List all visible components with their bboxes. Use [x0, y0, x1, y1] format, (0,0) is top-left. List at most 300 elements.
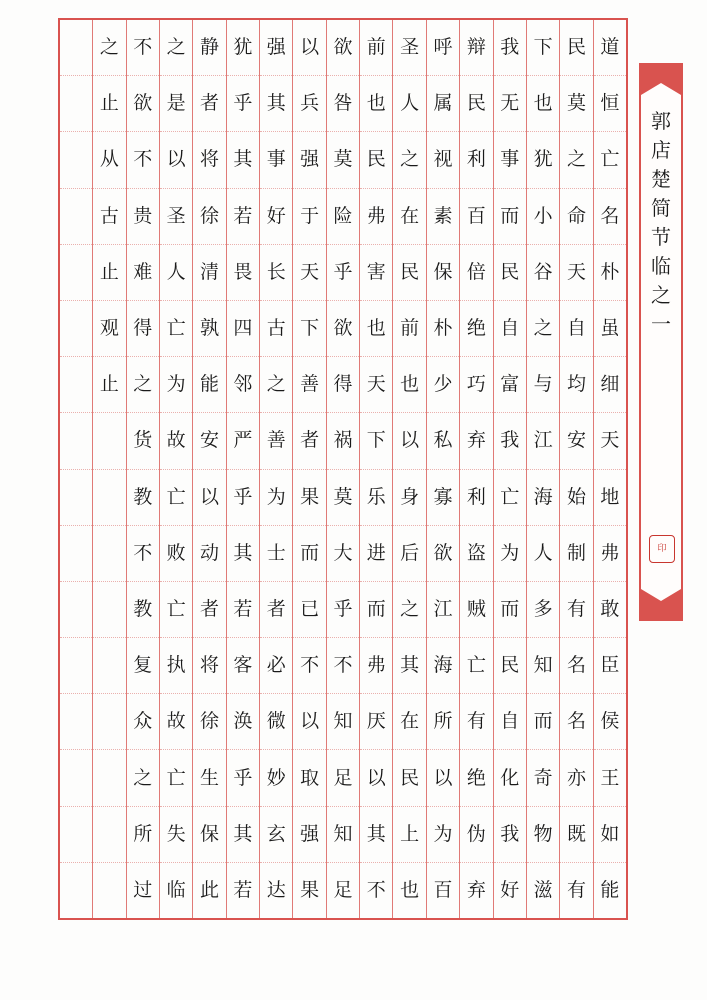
character-cell: 取 [293, 750, 325, 806]
character-cell: 安 [193, 413, 225, 469]
character-cell: 于 [293, 189, 325, 245]
character-cell: 名 [560, 694, 592, 750]
text-column [326, 20, 359, 918]
character-cell: 名 [560, 638, 592, 694]
character-cell: 奇 [527, 750, 559, 806]
title-character: 之 [651, 283, 671, 307]
character-cell: 其 [227, 807, 259, 863]
character-cell: 名 [594, 189, 626, 245]
title-banner-top [641, 65, 681, 95]
character-cell: 人 [393, 76, 425, 132]
title-panel [639, 63, 683, 621]
character-cell: 涣 [227, 694, 259, 750]
text-column [593, 20, 626, 918]
character-cell: 天 [360, 357, 392, 413]
character-cell: 士 [260, 526, 292, 582]
text-column [426, 20, 459, 918]
character-cell: 倍 [460, 245, 492, 301]
text-column [493, 20, 526, 918]
text-column [292, 20, 325, 918]
character-cell: 玄 [260, 807, 292, 863]
text-column [559, 20, 592, 918]
text-column [259, 20, 292, 918]
character-cell: 少 [427, 357, 459, 413]
inscription-cell [60, 694, 92, 750]
character-cell: 贵 [127, 189, 159, 245]
character-cell: 祸 [327, 413, 359, 469]
inscription-cell [60, 470, 92, 526]
character-cell: 为 [160, 357, 192, 413]
character-cell: 天 [560, 245, 592, 301]
inscription-cell [60, 20, 92, 76]
inscription-cell [60, 526, 92, 582]
character-cell: 弗 [594, 526, 626, 582]
character-cell: 寡 [427, 470, 459, 526]
character-cell: 绝 [460, 301, 492, 357]
title-character: 店 [651, 138, 671, 162]
character-cell: 险 [327, 189, 359, 245]
character-cell: 莫 [560, 76, 592, 132]
character-cell: 素 [427, 189, 459, 245]
character-cell: 人 [160, 245, 192, 301]
character-cell: 敢 [594, 582, 626, 638]
character-cell: 咎 [327, 76, 359, 132]
character-cell [93, 413, 125, 469]
character-cell: 而 [494, 582, 526, 638]
character-cell: 徐 [193, 189, 225, 245]
text-column [126, 20, 159, 918]
character-cell: 在 [393, 694, 425, 750]
title-character: 节 [651, 225, 671, 249]
character-cell [93, 863, 125, 918]
character-cell: 前 [393, 301, 425, 357]
character-grid [58, 18, 628, 920]
character-cell: 保 [427, 245, 459, 301]
character-cell: 细 [594, 357, 626, 413]
character-cell [93, 582, 125, 638]
character-cell: 不 [293, 638, 325, 694]
character-cell: 身 [393, 470, 425, 526]
character-cell: 下 [360, 413, 392, 469]
character-cell: 足 [327, 750, 359, 806]
character-cell: 临 [166, 878, 186, 901]
title-character: 郭 [651, 109, 671, 133]
title-character: 临 [651, 254, 671, 278]
character-cell: 绝 [460, 750, 492, 806]
character-cell: 客 [227, 638, 259, 694]
character-cell [93, 470, 125, 526]
character-cell: 犹 [227, 20, 259, 76]
character-cell: 之 [127, 357, 159, 413]
character-cell: 有 [460, 694, 492, 750]
character-cell: 亡 [160, 301, 192, 357]
character-cell: 欲 [427, 526, 459, 582]
character-cell: 从 [93, 132, 125, 188]
character-cell: 利 [460, 132, 492, 188]
character-cell: 乎 [227, 470, 259, 526]
inscription-cell [60, 76, 92, 132]
character-cell: 知 [327, 807, 359, 863]
character-cell: 王 [594, 750, 626, 806]
character-cell: 徐 [193, 694, 225, 750]
character-cell: 之 [393, 582, 425, 638]
character-cell: 所 [427, 694, 459, 750]
character-cell: 民 [360, 132, 392, 188]
character-cell: 欲 [127, 76, 159, 132]
character-cell: 以 [193, 470, 225, 526]
character-cell: 自 [494, 301, 526, 357]
character-cell: 止 [93, 245, 125, 301]
character-cell: 乎 [227, 750, 259, 806]
character-cell: 四 [227, 301, 259, 357]
character-cell: 莫 [327, 470, 359, 526]
character-cell: 天 [293, 245, 325, 301]
inscription-cell [60, 357, 92, 413]
character-cell: 乐 [360, 470, 392, 526]
character-cell: 教 [127, 470, 159, 526]
character-cell: 民 [560, 20, 592, 76]
character-cell: 若 [227, 189, 259, 245]
character-cell: 若 [227, 582, 259, 638]
character-cell: 而 [494, 189, 526, 245]
character-cell: 能 [600, 878, 620, 901]
character-cell: 乎 [227, 76, 259, 132]
inscription-cell [60, 413, 92, 469]
character-cell: 将 [193, 638, 225, 694]
character-cell: 强 [293, 132, 325, 188]
character-cell: 知 [327, 694, 359, 750]
character-cell: 朴 [427, 301, 459, 357]
character-cell: 与 [527, 357, 559, 413]
character-cell: 海 [427, 638, 459, 694]
character-cell: 古 [260, 301, 292, 357]
character-cell: 江 [527, 413, 559, 469]
character-cell: 亡 [160, 470, 192, 526]
character-cell: 清 [193, 245, 225, 301]
character-cell: 知 [527, 638, 559, 694]
character-cell: 自 [494, 694, 526, 750]
character-cell: 孰 [193, 301, 225, 357]
text-column [526, 20, 559, 918]
character-cell: 前 [360, 20, 392, 76]
character-cell: 也 [360, 301, 392, 357]
character-cell: 欲 [327, 301, 359, 357]
character-cell: 均 [560, 357, 592, 413]
character-cell: 制 [560, 526, 592, 582]
character-cell: 盗 [460, 526, 492, 582]
character-cell: 辩 [460, 20, 492, 76]
character-cell: 道 [594, 20, 626, 76]
character-cell: 得 [327, 357, 359, 413]
character-cell: 果 [300, 878, 320, 901]
character-cell: 故 [160, 413, 192, 469]
character-cell: 厌 [360, 694, 392, 750]
character-cell: 不 [366, 878, 386, 901]
character-cell: 果 [293, 470, 325, 526]
character-cell: 百 [460, 189, 492, 245]
character-cell: 达 [266, 878, 286, 901]
character-cell: 以 [160, 132, 192, 188]
character-cell: 也 [400, 878, 420, 901]
text-column [459, 20, 492, 918]
character-cell [93, 750, 125, 806]
character-cell [93, 526, 125, 582]
character-cell: 妙 [260, 750, 292, 806]
character-cell: 善 [260, 413, 292, 469]
character-cell: 亡 [160, 582, 192, 638]
character-cell: 足 [333, 878, 353, 901]
character-cell: 多 [527, 582, 559, 638]
character-cell: 为 [494, 526, 526, 582]
character-cell: 圣 [160, 189, 192, 245]
character-cell: 以 [293, 694, 325, 750]
character-cell: 化 [494, 750, 526, 806]
character-cell: 朴 [594, 245, 626, 301]
character-cell: 如 [594, 807, 626, 863]
character-cell: 臣 [594, 638, 626, 694]
character-cell: 亡 [460, 638, 492, 694]
character-cell: 恒 [594, 76, 626, 132]
character-cell: 将 [193, 132, 225, 188]
character-cell: 强 [260, 20, 292, 76]
character-cell: 侯 [594, 694, 626, 750]
character-cell: 天 [594, 413, 626, 469]
character-cell: 既 [560, 807, 592, 863]
text-column [359, 20, 392, 918]
character-cell: 而 [527, 694, 559, 750]
character-cell: 视 [427, 132, 459, 188]
character-cell: 不 [127, 20, 159, 76]
character-cell: 民 [494, 638, 526, 694]
character-cell: 弗 [360, 638, 392, 694]
character-cell [93, 694, 125, 750]
character-cell: 失 [160, 807, 192, 863]
character-cell: 有 [560, 582, 592, 638]
character-cell: 善 [293, 357, 325, 413]
character-cell: 乎 [327, 245, 359, 301]
character-cell: 利 [460, 470, 492, 526]
character-cell: 得 [127, 301, 159, 357]
character-cell: 好 [500, 878, 520, 901]
character-cell: 进 [360, 526, 392, 582]
title-character: 简 [651, 196, 671, 220]
character-cell: 止 [93, 76, 125, 132]
character-cell: 之 [560, 132, 592, 188]
character-cell: 必 [260, 638, 292, 694]
character-cell: 严 [227, 413, 259, 469]
character-cell: 弃 [466, 878, 486, 901]
character-cell: 邻 [227, 357, 259, 413]
character-cell: 害 [360, 245, 392, 301]
character-cell: 以 [427, 750, 459, 806]
character-cell: 犹 [527, 132, 559, 188]
character-cell: 在 [393, 189, 425, 245]
title-banner-bottom [641, 589, 681, 619]
character-cell: 动 [193, 526, 225, 582]
character-cell: 有 [566, 878, 586, 901]
character-cell: 下 [293, 301, 325, 357]
inscription-cell [60, 807, 92, 863]
inscription-cell [60, 132, 92, 188]
character-cell: 之 [93, 20, 125, 76]
character-cell: 静 [193, 20, 225, 76]
inscription-cell [60, 582, 92, 638]
character-cell: 执 [160, 638, 192, 694]
character-cell: 亦 [560, 750, 592, 806]
character-cell: 若 [233, 878, 253, 901]
character-cell: 之 [527, 301, 559, 357]
character-cell: 安 [560, 413, 592, 469]
character-cell: 者 [193, 76, 225, 132]
character-cell: 难 [127, 245, 159, 301]
character-cell: 我 [494, 807, 526, 863]
character-cell [93, 638, 125, 694]
character-cell: 者 [260, 582, 292, 638]
character-cell: 者 [193, 582, 225, 638]
inscription-cell [60, 301, 92, 357]
character-cell: 古 [93, 189, 125, 245]
character-cell: 其 [360, 807, 392, 863]
character-cell: 以 [393, 413, 425, 469]
character-cell: 复 [127, 638, 159, 694]
text-column [92, 20, 125, 918]
character-cell: 圣 [393, 20, 425, 76]
inscription-cell [60, 189, 92, 245]
character-cell: 事 [494, 132, 526, 188]
character-cell: 不 [127, 132, 159, 188]
character-cell: 乎 [327, 582, 359, 638]
character-cell: 好 [260, 189, 292, 245]
character-cell: 之 [260, 357, 292, 413]
character-cell: 故 [160, 694, 192, 750]
character-cell: 也 [393, 357, 425, 413]
character-cell: 是 [160, 76, 192, 132]
character-cell: 以 [360, 750, 392, 806]
character-cell: 江 [427, 582, 459, 638]
inscription-cell [60, 245, 92, 301]
character-cell: 事 [260, 132, 292, 188]
character-cell: 民 [460, 76, 492, 132]
character-cell: 小 [527, 189, 559, 245]
character-cell: 后 [393, 526, 425, 582]
character-cell: 民 [494, 245, 526, 301]
inscription-column [60, 20, 92, 918]
character-cell: 大 [327, 526, 359, 582]
character-cell: 弃 [460, 413, 492, 469]
character-cell: 滋 [533, 878, 553, 901]
character-cell: 所 [127, 807, 159, 863]
character-cell: 我 [494, 413, 526, 469]
character-cell: 贼 [460, 582, 492, 638]
character-cell: 百 [433, 878, 453, 901]
character-cell: 上 [393, 807, 425, 863]
character-cell: 民 [393, 750, 425, 806]
character-cell: 物 [527, 807, 559, 863]
text-column [226, 20, 259, 918]
character-cell: 之 [127, 750, 159, 806]
character-cell: 自 [560, 301, 592, 357]
character-cell: 巧 [460, 357, 492, 413]
text-column [192, 20, 225, 918]
character-cell: 之 [160, 20, 192, 76]
character-cell: 富 [494, 357, 526, 413]
inscription-cell [60, 750, 92, 806]
character-cell: 为 [427, 807, 459, 863]
character-cell: 伪 [460, 807, 492, 863]
character-cell: 止 [93, 357, 125, 413]
character-cell: 为 [260, 470, 292, 526]
character-cell: 货 [127, 413, 159, 469]
character-cell: 亡 [494, 470, 526, 526]
character-cell: 亡 [160, 750, 192, 806]
character-cell: 强 [293, 807, 325, 863]
character-cell: 而 [360, 582, 392, 638]
character-cell: 民 [393, 245, 425, 301]
character-cell: 呼 [427, 20, 459, 76]
character-cell: 已 [293, 582, 325, 638]
inscription-cell [60, 638, 92, 694]
character-cell: 微 [260, 694, 292, 750]
inscription-cell [60, 863, 92, 918]
character-cell: 莫 [327, 132, 359, 188]
character-cell: 弗 [360, 189, 392, 245]
character-cell: 命 [560, 189, 592, 245]
character-cell: 众 [127, 694, 159, 750]
character-cell: 过 [133, 878, 153, 901]
character-cell: 其 [260, 76, 292, 132]
title-seal: 印 [649, 535, 675, 563]
character-cell: 谷 [527, 245, 559, 301]
character-cell: 生 [193, 750, 225, 806]
character-cell: 地 [594, 470, 626, 526]
character-cell: 也 [360, 76, 392, 132]
character-cell: 能 [193, 357, 225, 413]
character-cell: 虽 [594, 301, 626, 357]
character-cell: 属 [427, 76, 459, 132]
title-character: 一 [651, 312, 671, 336]
character-cell: 亡 [594, 132, 626, 188]
character-cell: 观 [93, 301, 125, 357]
character-cell: 其 [227, 526, 259, 582]
character-cell: 之 [393, 132, 425, 188]
character-cell: 海 [527, 470, 559, 526]
work-title [641, 107, 681, 339]
character-cell: 此 [200, 878, 220, 901]
character-cell: 其 [227, 132, 259, 188]
character-cell: 不 [127, 526, 159, 582]
character-cell: 以 [293, 20, 325, 76]
character-cell: 我 [494, 20, 526, 76]
character-cell: 者 [293, 413, 325, 469]
character-cell: 教 [127, 582, 159, 638]
character-cell: 兵 [293, 76, 325, 132]
character-cell: 始 [560, 470, 592, 526]
text-column [159, 20, 192, 918]
character-cell: 私 [427, 413, 459, 469]
text-column [392, 20, 425, 918]
character-cell [93, 807, 125, 863]
character-cell: 人 [527, 526, 559, 582]
character-cell: 下 [527, 20, 559, 76]
character-cell: 保 [193, 807, 225, 863]
character-cell: 长 [260, 245, 292, 301]
character-cell: 畏 [227, 245, 259, 301]
character-cell: 也 [527, 76, 559, 132]
character-cell: 欲 [327, 20, 359, 76]
character-cell: 无 [494, 76, 526, 132]
title-character: 楚 [651, 167, 671, 191]
character-cell: 不 [327, 638, 359, 694]
